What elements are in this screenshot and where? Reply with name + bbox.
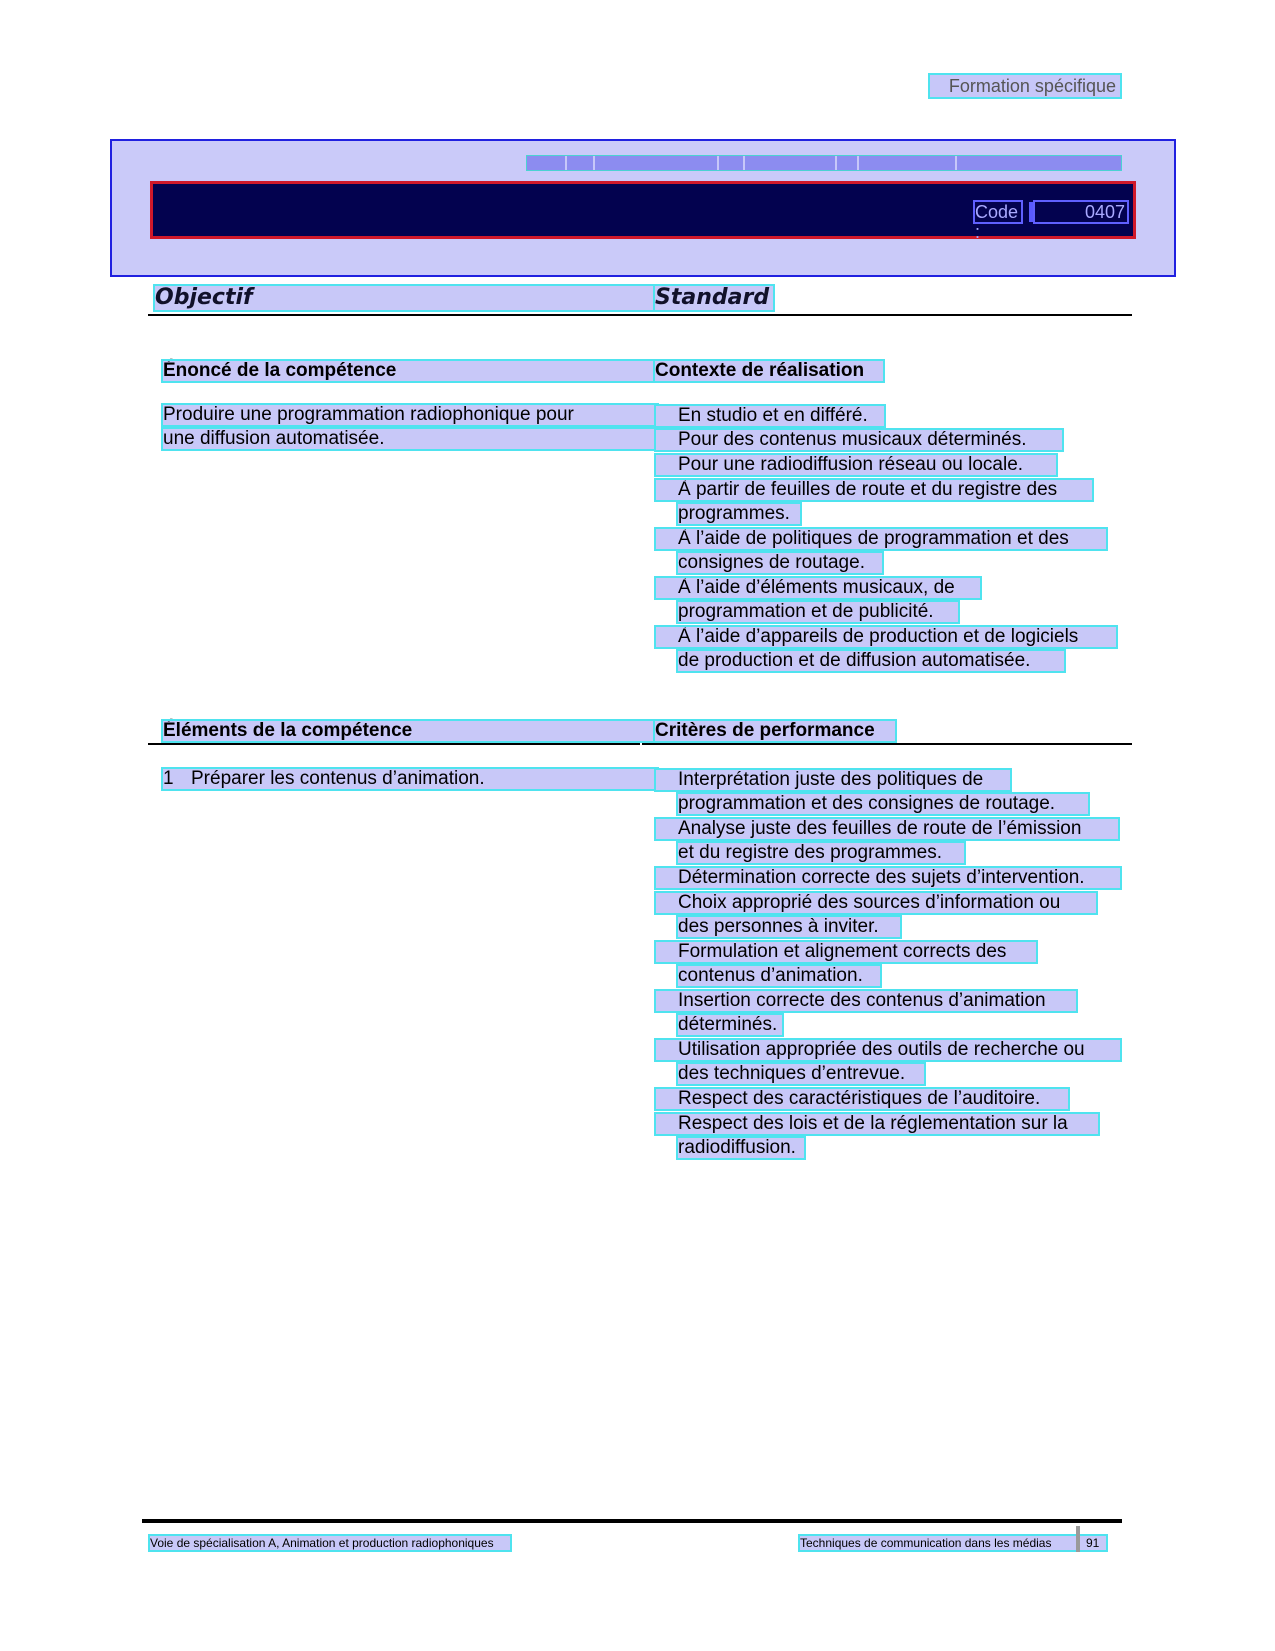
context-item: À l’aide d’éléments musicaux, de	[656, 578, 980, 598]
code-bar	[150, 181, 1136, 242]
footer-program: Voie de spécialisation A, Animation et production radiophoniques	[150, 1536, 510, 1550]
criteria-item: Interprétation juste des politiques de	[656, 770, 1010, 790]
section-title-statement: Énoncé de la compétence	[163, 361, 655, 381]
statement-line: Produire une programmation radiophonique pour	[163, 405, 657, 425]
criteria-item: Insertion correcte des contenus d’animation	[656, 991, 1076, 1011]
statement-line: une diffusion automatisée.	[163, 429, 657, 449]
column-header-objectif: Objectif	[155, 286, 655, 310]
context-item-continued: programmes.	[678, 504, 800, 524]
criteria-item-continued: déterminés.	[678, 1015, 782, 1035]
context-item-continued: de production et de diffusion automatisée.	[678, 651, 1064, 671]
section-title-criteria: Critères de performance	[655, 721, 895, 741]
criteria-item-continued: radiodiffusion.	[678, 1138, 804, 1158]
footer-title: Techniques de communication dans les médias	[800, 1536, 1106, 1550]
criteria-item: Détermination correcte des sujets d’intervention.	[656, 868, 1120, 888]
context-item: À l’aide de politiques de programmation et des	[656, 529, 1106, 549]
footer-separator	[1076, 1526, 1080, 1552]
criteria-item: Analyse juste des feuilles de route de l’émission	[656, 819, 1118, 839]
context-item-continued: consignes de routage.	[678, 553, 882, 573]
code-label: Code :	[975, 202, 1021, 222]
section-rule-left	[148, 743, 640, 745]
context-item: En studio et en différé.	[656, 406, 884, 426]
context-item: À partir de feuilles de route et du registre des	[656, 480, 1092, 500]
footer-rule	[142, 1519, 1122, 1523]
page-number: 91	[1086, 1536, 1100, 1550]
banner-title-strip	[526, 155, 1122, 171]
criteria-item: Formulation et alignement corrects des	[656, 942, 1036, 962]
criteria-item: Choix approprié des sources d’information ou	[656, 893, 1096, 913]
section-title-context: Contexte de réalisation	[655, 361, 883, 381]
criteria-item: Utilisation appropriée des outils de recherche ou	[656, 1040, 1120, 1060]
running-head: Formation spécifique	[930, 75, 1120, 97]
criteria-item-continued: contenus d’animation.	[678, 966, 880, 986]
element-number: 1	[163, 768, 174, 789]
criteria-item-continued: des techniques d’entrevue.	[678, 1064, 924, 1084]
criteria-item-continued: des personnes à inviter.	[678, 917, 900, 937]
competency-element	[163, 769, 657, 789]
element-text: Préparer les contenus d’animation.	[191, 768, 485, 789]
code-separator	[1029, 202, 1033, 222]
criteria-item: Respect des lois et de la réglementation sur la	[656, 1114, 1098, 1134]
competency-banner	[110, 139, 1176, 277]
context-item-continued: programmation et de publicité.	[678, 602, 958, 622]
code-value: 0407	[1035, 202, 1127, 222]
context-item: Pour des contenus musicaux déterminés.	[656, 430, 1062, 450]
criteria-item-continued: et du registre des programmes.	[678, 843, 964, 863]
column-header-standard: Standard	[655, 286, 773, 310]
header-rule	[148, 314, 1132, 316]
context-item: À l’aide d’appareils de production et de logiciels	[656, 627, 1116, 647]
criteria-item: Respect des caractéristiques de l’auditoire.	[656, 1089, 1068, 1109]
criteria-item-continued: programmation et des consignes de routage.	[678, 794, 1088, 814]
section-title-elements: Éléments de la compétence	[163, 721, 655, 741]
section-rule-right	[642, 743, 1132, 745]
context-item: Pour une radiodiffusion réseau ou locale.	[656, 455, 1056, 475]
